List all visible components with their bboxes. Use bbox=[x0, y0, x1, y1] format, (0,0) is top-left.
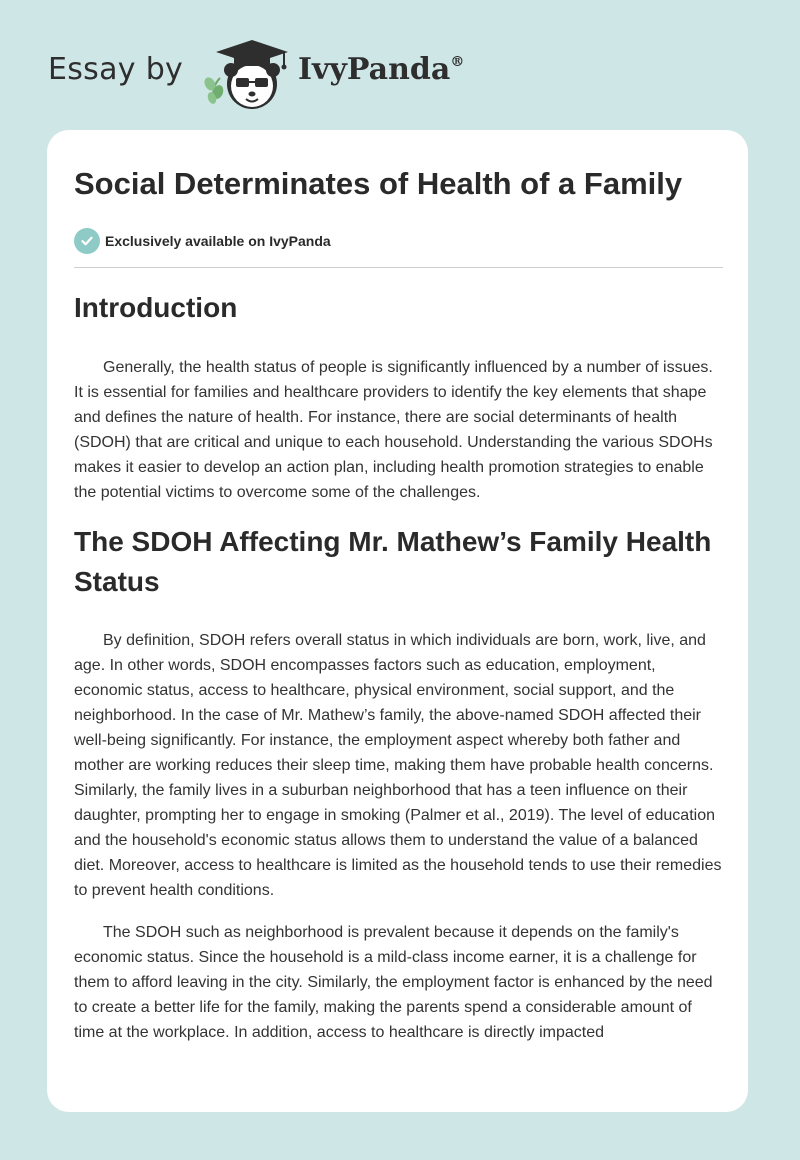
paragraph: By definition, SDOH refers overall status in which individuals are born, work, live, and age. In other words, SDOH encompasses factors such as education, employment, economic status, access to healthcare, physical environment, social support, and the neighborhood. In the case of Mr. Mathew’s family, the above-named SDOH affected their well-being significantly. For instance, the employment aspect whereby both father and mother are working reduces their sleep time, making them have probable health concerns. Similarly, the family lives in a suburban neighborhood that has a teen influence on their daughter, prompting her to engage in smoking (Palmer et al., 2019). The level of education and the household's economic status allows them to understand the value of a balanced diet. Moreover, access to healthcare is limited as the household tends to use their remedies to prevent health conditions. bbox=[74, 632, 722, 899]
page-title: Social Determinates of Health of a Family bbox=[74, 166, 683, 201]
brand-name[interactable] bbox=[298, 52, 464, 87]
paragraph: Generally, the health status of people is significantly influenced by a number of issues. It is essential for families and healthcare providers to identify the key elements that shape and defines the nature of health. For instance, there are social determinants of health (SDOH) that are critical and unique to each household. Understanding the various SDOHs makes it easier to develop an action plan, including health promotion strategies to enable the potential victims to overcome some of the challenges. bbox=[74, 359, 713, 501]
section-heading-introduction: Introduction bbox=[74, 292, 238, 323]
paragraph: The SDOH such as neighborhood is prevalent because it depends on the family's economic status. Since the household is a mild-class income earner, it is a challenge for them to afford leaving in the city. Similarly, the employment factor is enhanced by the need to create a better life for the family, making the parents spend a considerable amount of time at the workplace. In addition, access to healthcare is directly impacted bbox=[74, 924, 713, 1042]
divider bbox=[74, 267, 723, 268]
registered-mark: ® bbox=[450, 54, 465, 70]
essay-content bbox=[74, 164, 724, 1046]
essay-by-label: Essay by bbox=[48, 52, 184, 87]
brand-label: IvyPanda bbox=[298, 52, 451, 87]
essay-card bbox=[47, 130, 748, 1112]
check-icon bbox=[74, 228, 100, 254]
panda-graduate-icon[interactable] bbox=[200, 34, 296, 112]
exclusive-badge bbox=[74, 228, 724, 254]
site-header bbox=[0, 0, 800, 130]
badge-text: Exclusively available on IvyPanda bbox=[105, 233, 331, 249]
section-heading-sdoh: The SDOH Affecting Mr. Mathew’s Family Health Status bbox=[74, 526, 712, 598]
